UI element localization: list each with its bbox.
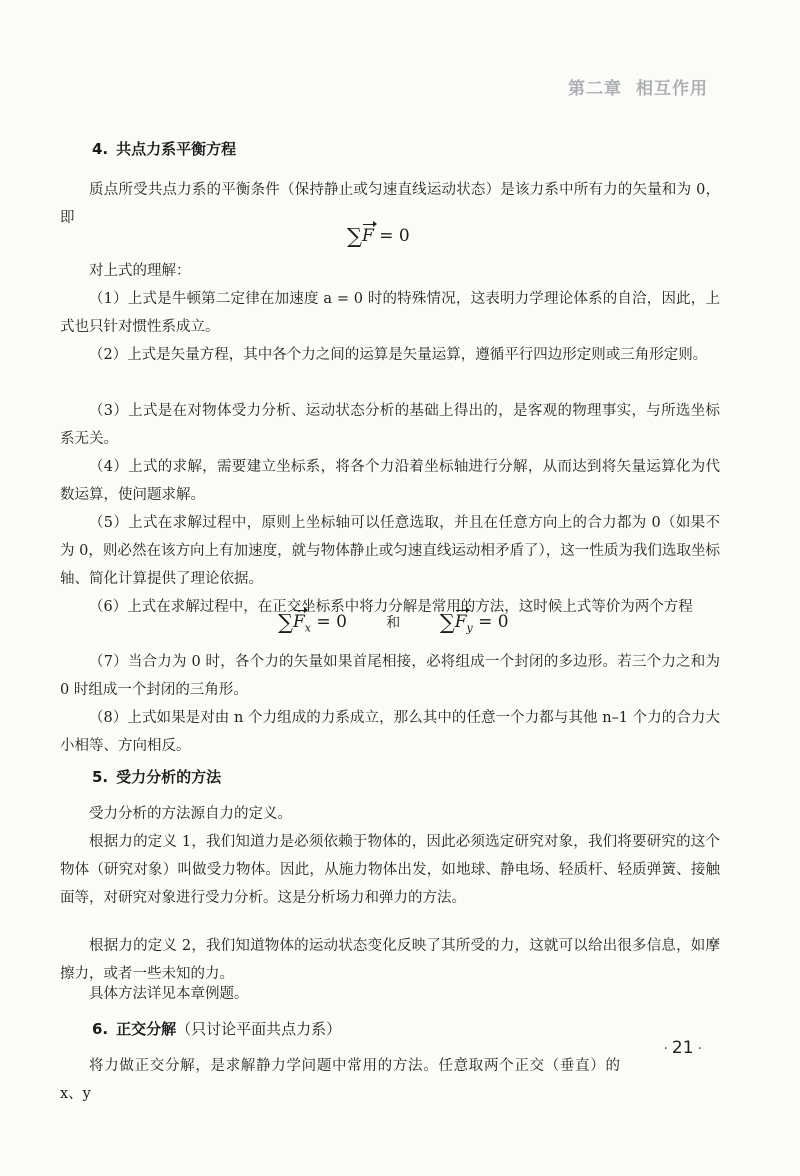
list-item: （4）上式的求解，需要建立坐标系，将各个力沿着坐标轴进行分解，从而达到将矢量运算化为代数运算，使问题求解。 xyxy=(60,459,720,503)
page-number: · 21 · xyxy=(663,1038,702,1058)
list-item: （1）上式是牛顿第二定律在加速度 a = 0 时的特殊情况，这表明力学理论体系的自洽，因此，上式也只针对惯性系成立。 xyxy=(60,291,720,335)
conjunction-and: 和 xyxy=(386,615,401,631)
section-title: 共点力系平衡方程 xyxy=(116,140,237,158)
paragraph: 对上式的理解： xyxy=(89,263,191,279)
section-6-heading xyxy=(60,1018,341,1039)
section-4-heading xyxy=(60,138,236,159)
vector-f: F xyxy=(293,612,305,632)
section-title: 正交分解 xyxy=(116,1020,177,1038)
paragraph: 将力做正交分解，是求解静力学问题中常用的方法。任意取两个正交（垂直）的 x、y xyxy=(60,1058,620,1102)
list-item: （2）上式是矢量方程，其中各个力之间的运算是矢量运算，遵循平行四边形定则或三角形定则。 xyxy=(89,347,708,363)
list-item: （5）上式在求解过程中，原则上坐标轴可以任意选取，并且在任意方向上的合力都为 0（如果不为 0，则必然在该方向上有加速度，就与物体静止或匀速直线运动相矛盾了），这一性质为我们选取坐标轴、简化计算提供了理论依据。 xyxy=(60,515,720,587)
equation-rhs: = 0 xyxy=(316,612,347,632)
vector-f: F xyxy=(362,226,374,246)
section-number: 4. xyxy=(92,140,109,158)
paragraph: 根据力的定义 2，我们知道物体的运动状态变化反映了其所受的力，这就可以给出很多信息，如摩擦力，或者一些未知的力。 xyxy=(60,938,720,982)
subscript-x: x xyxy=(304,621,312,635)
section-number: 6. xyxy=(92,1020,109,1038)
section-5-heading xyxy=(60,766,221,787)
chapter-label: 第二章 xyxy=(568,79,622,99)
sigma-symbol: ∑ xyxy=(278,610,293,634)
list-item: （3）上式是在对物体受力分析、运动状态分析的基础上得出的，是客观的物理事实，与所选坐标系无关。 xyxy=(60,403,720,447)
list-item: （6）上式在求解过程中，在正交坐标系中将力分解是常用的方法，这时候上式等价为两个方程 xyxy=(89,599,693,615)
equation-rhs: = 0 xyxy=(478,612,509,632)
subscript-y: y xyxy=(466,621,473,635)
equation-components xyxy=(278,610,509,634)
vector-f: F xyxy=(454,612,467,632)
chapter-title: 相互作用 xyxy=(636,79,708,99)
section-title-note: （只讨论平面共点力系） xyxy=(176,1020,342,1038)
equation-sum-f xyxy=(347,224,410,248)
equation-rhs: = 0 xyxy=(379,226,410,246)
paragraph: 质点所受共点力系的平衡条件（保持静止或匀速直线运动状态）是该力系中所有力的矢量和为 0，即 xyxy=(60,182,720,226)
page-number-value: 21 xyxy=(671,1038,694,1058)
section-title: 受力分析的方法 xyxy=(116,768,222,786)
paragraph: 受力分析的方法源自力的定义。 xyxy=(89,806,292,822)
paragraph: 根据力的定义 1，我们知道力是必须依赖于物体的，因此必须选定研究对象，我们将要研究的这个物体（研究对象）叫做受力物体。因此，从施力物体出发，如地球、静电场、轻质杆、轻质弹簧、接触面等，对研究对象进行受力分析。这是分析场力和弹力的方法。 xyxy=(60,834,720,906)
running-header xyxy=(568,74,708,99)
section-number: 5. xyxy=(92,768,109,786)
list-item: （8）上式如果是对由 n 个力组成的力系成立，那么其中的任意一个力都与其他 n–1 个力的合力大小相等、方向相反。 xyxy=(60,710,720,754)
paragraph: 具体方法详见本章例题。 xyxy=(89,986,249,1002)
sigma-symbol: ∑ xyxy=(347,224,362,248)
sigma-symbol: ∑ xyxy=(439,610,455,634)
list-item: （7）当合力为 0 时，各个力的矢量如果首尾相接，必将组成一个封闭的多边形。若三个力之和为 0 时组成一个封闭的三角形。 xyxy=(60,654,720,698)
